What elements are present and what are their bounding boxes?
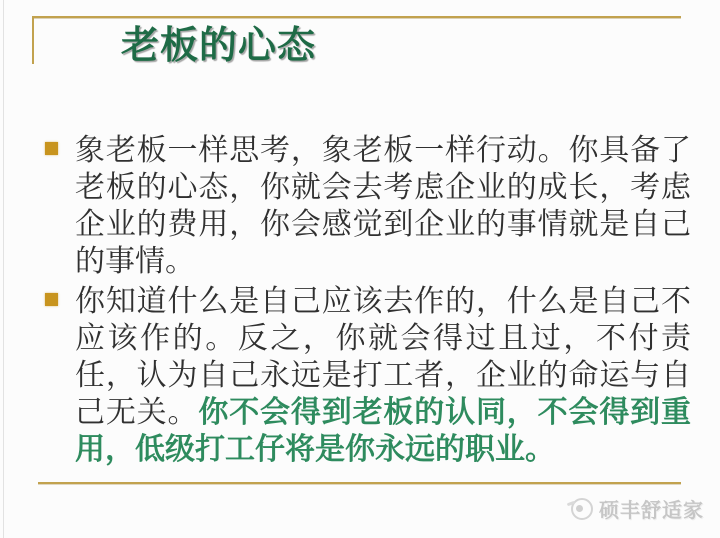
watermark bbox=[571, 494, 704, 523]
slide-title: 老板的心态 bbox=[121, 25, 317, 67]
bullet-item-1 bbox=[45, 132, 693, 280]
bullet-2-paragraph bbox=[75, 283, 691, 468]
bullet-2-text: 你知道什么是自己应该去作的，什么是自己不应该作的。反之，你就会得过且过，不付责任，认为自己永远是打工者，企业的命运与自己无关。 bbox=[75, 285, 691, 429]
bullet-item-2 bbox=[45, 283, 693, 468]
title-accent-left-line bbox=[32, 16, 34, 64]
bullet-square-icon bbox=[45, 293, 58, 306]
bullet-1-text: 象老板一样思考，象老板一样行动。你具备了老板的心态，你就会去考虑企业的成长，考虑企业的费用，你会感觉到企业的事情就是自己的事情。 bbox=[75, 134, 691, 278]
watermark-text: 硕丰舒适家 bbox=[599, 500, 704, 522]
slide-body bbox=[45, 132, 693, 468]
bullet-square-icon bbox=[45, 142, 58, 155]
bullet-1-paragraph bbox=[75, 132, 691, 280]
footer-divider-line bbox=[38, 482, 681, 484]
watermark-bird-logo-icon bbox=[571, 498, 593, 520]
left-edge-line bbox=[3, 0, 4, 538]
title-accent-top-line bbox=[32, 16, 681, 18]
bullet-2-emphasis-text: 你不会得到老板的认同，不会得到重用，低级打工仔将是你永远的职业。 bbox=[75, 396, 692, 466]
